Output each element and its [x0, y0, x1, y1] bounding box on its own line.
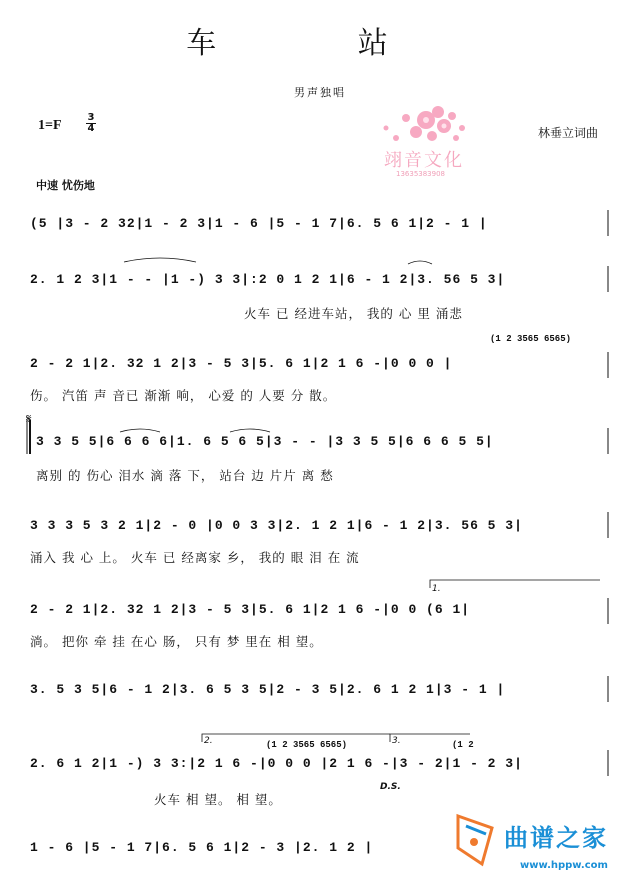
- watermark-phone: 13635383908: [396, 170, 445, 178]
- song-title: 车 站: [186, 26, 454, 61]
- tempo-marking: 中速 忧伤地: [36, 179, 95, 192]
- music-row-5: 3 3 3 5 3 2 1|2 - 0 |0 0 3 3|2. 1 2 1|6 - 1 2|3. 56 5 3|: [30, 518, 523, 533]
- key-signature: 1=F: [38, 118, 62, 133]
- lyric-row-2: 火车 已 经进车站， 我的 心 里 涌悲: [244, 306, 463, 321]
- music-row-8: 2. 6 1 2|1 -) 3 3:|2 1 6 -|0 0 0 |2 1 6 -|3 - 2|1 - 2 3|: [30, 756, 523, 771]
- ending-three-mark: 3.: [392, 736, 401, 746]
- parenthesis-notes: (1 2: [452, 740, 474, 750]
- music-row-1: (5 |3 - 2 32|1 - 2 3|1 - 6 |5 - 1 7|6. 5 6 1|2 - 1 |: [30, 216, 488, 231]
- ending-two-mark: 2.: [204, 736, 213, 746]
- music-row-2: 2. 1 2 3|1 - - |1 -) 3 3|:2 0 1 2 1|6 - 1 2|3. 56 5 3|: [30, 272, 506, 287]
- lyric-row-5: 涌入 我 心 上。 火车 已 经离家 乡， 我的 眼 泪 在 流: [30, 550, 360, 565]
- music-row-7: 3. 5 3 5|6 - 1 2|3. 6 5 3 5|2 - 3 5|2. 6 1 2 1|3 - 1 |: [30, 682, 506, 697]
- pen-nib-icon: [452, 808, 508, 872]
- lyric-row-6: 淌。 把你 牵 挂 在心 肠， 只有 梦 里在 相 望。: [30, 634, 323, 649]
- time-signature-top: 3: [87, 112, 95, 123]
- dal-segno-mark: D.S.: [380, 782, 401, 792]
- lyric-row-4: 离别 的 伤心 泪水 滴 落 下， 站台 边 片片 离 愁: [36, 468, 334, 483]
- music-row-9: 1 - 6 |5 - 1 7|6. 5 6 1|2 - 3 |2. 1 2 |: [30, 840, 374, 855]
- site-logo-url: www.hppw.com: [520, 860, 608, 871]
- music-row-6: 2 - 2 1|2. 32 1 2|3 - 5 3|5. 6 1|2 1 6 -|0 0 (6 1|: [30, 602, 471, 617]
- lyric-row-8: 火车 相 望。 相 望。: [154, 792, 282, 807]
- segno-sign: 𝄋: [26, 412, 32, 427]
- music-row-3: 2 - 2 1|2. 32 1 2|3 - 5 3|5. 6 1|2 1 6 -|0 0 0 |: [30, 356, 453, 371]
- site-logo-text: 曲谱之家: [504, 824, 608, 852]
- composer-credit: 林垂立词曲: [538, 126, 599, 140]
- music-row-4: 3 3 5 5|6 6 6 6|1. 6 5 6 5|3 - - |3 3 5 5|6 6 6 5 5|: [36, 434, 494, 449]
- watermark-text: 翊音文化: [384, 150, 464, 171]
- ending-one-mark: 1.: [432, 584, 441, 594]
- lyric-row-3: 伤。 汽笛 声 音已 渐渐 响， 心爱 的 人要 分 散。: [30, 388, 337, 403]
- time-signature-bottom: 4: [87, 123, 95, 134]
- song-subtitle: 男声独唱: [294, 86, 346, 99]
- alternate-ending-notes: (1 2 3565 6565): [490, 334, 572, 344]
- alternate-ending-notes-2: (1 2 3565 6565): [266, 740, 348, 750]
